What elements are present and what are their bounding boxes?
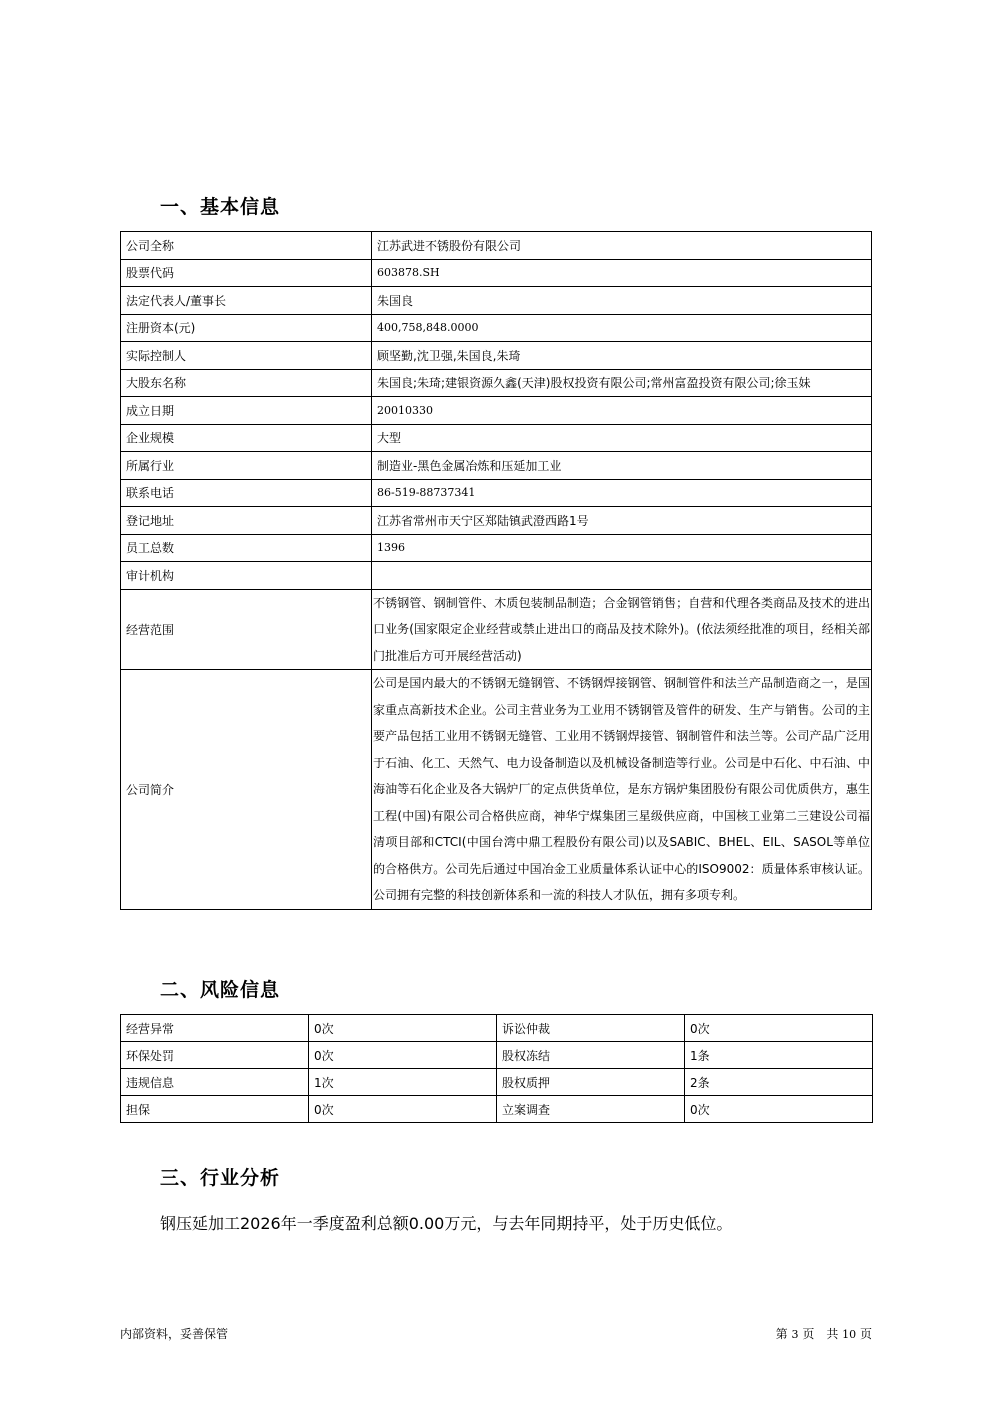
risk-value: 0次 <box>309 1042 497 1069</box>
intro-value: 公司是国内最大的不锈钢无缝钢管、不锈钢焊接钢管、钢制管件和法兰产品制造商之一，是国家重点高新技术企业。公司主营业务为工业用不锈钢管及管件的研发、生产与销售。公司的主要产品包括工业用不锈钢无缝管、工业用不锈钢焊接管、钢制管件和法兰等。公司产品广泛用于石油、化工、天然气、电力设备制造以及机械设备制造等行业。公司是中石化、中石油、中海油等石化企业及各大锅炉厂的定点供货单位，是东方锅炉集团股份有限公司优质供方，惠生工程(中国)有限公司合格供应商，神华宁煤集团三星级供应商，中国核工业第二三建设公司福清项目部和CTCI(中国台湾中鼎工程股份有限公司)以及SABIC、BHEL、EIL、SASOL等单位的合格供方。公司先后通过中国冶金工业质量体系认证中心的ISO9002：质量体系审核认证。公司拥有完整的科技创新体系和一流的科技人才队伍，拥有多项专利。 <box>372 670 872 910</box>
field-value: 20010330 <box>372 397 872 425</box>
field-label: 注册资本(元) <box>121 314 372 342</box>
field-value: 江苏省常州市天宁区郑陆镇武澄西路1号 <box>372 507 872 535</box>
field-label: 企业规模 <box>121 424 372 452</box>
page-number <box>776 1325 872 1342</box>
table-row <box>121 507 872 535</box>
industry-analysis-text: 钢压延加工2026年一季度盈利总额0.00万元，与去年同期持平，处于历史低位。 <box>160 1214 733 1233</box>
table-row <box>121 534 872 562</box>
risk-label: 诉讼仲裁 <box>497 1015 685 1042</box>
section-title-industry-analysis: 三、行业分析 <box>160 1167 281 1189</box>
page-suffix: 页 <box>859 1327 872 1341</box>
intro-label: 公司简介 <box>121 670 372 910</box>
field-label: 员工总数 <box>121 534 372 562</box>
field-value: 制造业-黑色金属冶炼和压延加工业 <box>372 452 872 480</box>
page-prefix: 第 <box>775 1327 788 1341</box>
field-value: 603878.SH <box>372 259 872 287</box>
table-row <box>121 1069 873 1096</box>
risk-label: 股权质押 <box>497 1069 685 1096</box>
table-row <box>121 232 872 260</box>
risk-value: 0次 <box>685 1015 873 1042</box>
table-row <box>121 452 872 480</box>
table-row <box>121 1096 873 1123</box>
footer-note: 内部资料，妥善保管 <box>120 1327 229 1341</box>
field-label: 法定代表人/董事长 <box>121 287 372 315</box>
risk-label: 经营异常 <box>121 1015 309 1042</box>
field-value: 江苏武进不锈股份有限公司 <box>372 232 872 260</box>
table-row-scope <box>121 589 872 670</box>
table-row <box>121 259 872 287</box>
table-row <box>121 1015 873 1042</box>
risk-value: 0次 <box>309 1015 497 1042</box>
risk-label: 环保处罚 <box>121 1042 309 1069</box>
table-row <box>121 424 872 452</box>
table-row <box>121 342 872 370</box>
page-mid: 页 共 <box>802 1327 839 1341</box>
section-title-basic-info: 一、基本信息 <box>160 196 281 218</box>
field-label: 联系电话 <box>121 479 372 507</box>
risk-value: 0次 <box>309 1096 497 1123</box>
risk-value: 1条 <box>685 1042 873 1069</box>
field-label: 大股东名称 <box>121 369 372 397</box>
risk-info-table <box>120 1014 873 1123</box>
table-row <box>121 562 872 590</box>
field-value: 朱国良;朱琦;建银资源久鑫(天津)股权投资有限公司;常州富盈投资有限公司;徐玉妹 <box>372 369 872 397</box>
table-row <box>121 369 872 397</box>
table-row <box>121 479 872 507</box>
field-label: 公司全称 <box>121 232 372 260</box>
field-label: 审计机构 <box>121 562 372 590</box>
field-value: 大型 <box>372 424 872 452</box>
field-label: 股票代码 <box>121 259 372 287</box>
field-value: 朱国良 <box>372 287 872 315</box>
scope-label: 经营范围 <box>121 589 372 670</box>
risk-value: 1次 <box>309 1069 497 1096</box>
field-label: 成立日期 <box>121 397 372 425</box>
field-value: 400,758,848.0000 <box>372 314 872 342</box>
risk-value: 0次 <box>685 1096 873 1123</box>
risk-value: 2条 <box>685 1069 873 1096</box>
scope-value: 不锈钢管、钢制管件、木质包装制品制造；合金钢管销售；自营和代理各类商品及技术的进出口业务(国家限定企业经营或禁止进出口的商品及技术除外)。(依法须经批准的项目，经相关部门批准后方可开展经营活动) <box>372 589 872 670</box>
table-row <box>121 314 872 342</box>
field-label: 登记地址 <box>121 507 372 535</box>
risk-label: 担保 <box>121 1096 309 1123</box>
field-label: 所属行业 <box>121 452 372 480</box>
risk-label: 违规信息 <box>121 1069 309 1096</box>
risk-label: 立案调查 <box>497 1096 685 1123</box>
field-value: 86-519-88737341 <box>372 479 872 507</box>
basic-info-table <box>120 231 872 910</box>
table-row <box>121 287 872 315</box>
field-value: 顾坚勤,沈卫强,朱国良,朱琦 <box>372 342 872 370</box>
table-row <box>121 397 872 425</box>
risk-label: 股权冻结 <box>497 1042 685 1069</box>
page-current: 3 <box>791 1328 799 1341</box>
field-label: 实际控制人 <box>121 342 372 370</box>
table-row-intro <box>121 670 872 910</box>
field-value <box>372 562 872 590</box>
field-value: 1396 <box>372 534 872 562</box>
page-total: 10 <box>842 1328 857 1341</box>
section-title-risk-info: 二、风险信息 <box>160 979 281 1001</box>
table-row <box>121 1042 873 1069</box>
